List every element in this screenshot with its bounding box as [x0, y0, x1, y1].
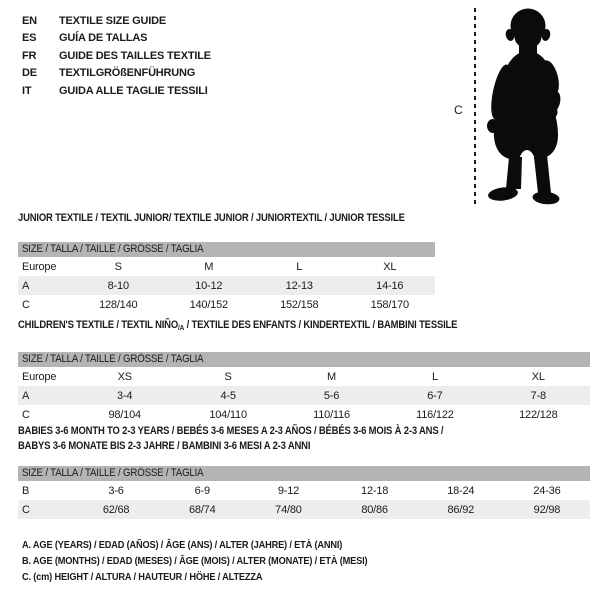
size-header-label: SIZE / TALLA / TAILLE / GRÖSSE / TAGLIA: [22, 467, 204, 479]
row-label: Europe: [22, 370, 57, 383]
children-section-title: [18, 319, 529, 332]
table-cell: 14-16: [376, 279, 404, 292]
babies-size-table: [18, 466, 590, 519]
language-title: GUÍA DE TALLAS: [59, 32, 148, 45]
language-title-list: [22, 12, 211, 100]
table-cell: 5-6: [323, 389, 340, 402]
junior-size-table: [18, 242, 435, 314]
table-row-europe: [18, 367, 590, 386]
table-cell: XL: [531, 370, 545, 383]
table-cell: 18-24: [447, 484, 475, 497]
table-cell: 8-10: [107, 279, 129, 292]
table-cell: 4-5: [220, 389, 236, 402]
height-measure-dashed-line: [474, 8, 476, 206]
language-code: DE: [22, 67, 37, 80]
legend-notes: [22, 537, 415, 585]
table-cell: 6-9: [194, 484, 210, 497]
height-measure-label: C: [454, 103, 463, 117]
size-header-label: SIZE / TALLA / TAILLE / GRÖSSE / TAGLIA: [22, 243, 204, 255]
size-header-band: [18, 242, 435, 257]
table-cell: XS: [117, 370, 132, 383]
table-cell: 62/68: [102, 503, 130, 516]
row-label: A: [22, 389, 30, 402]
table-row-europe: [18, 257, 435, 276]
language-row-fr: [22, 47, 211, 65]
table-cell: 3-4: [117, 389, 133, 402]
note-age-months: B. AGE (MONTHS) / EDAD (MESES) / ÂGE (MOIS) / ALTER (MONATE) / ETÀ (MESI): [22, 555, 368, 567]
table-cell: M: [327, 370, 336, 383]
table-row-height: [18, 500, 590, 519]
table-cell: 104/110: [209, 408, 247, 421]
language-row-it: [22, 82, 211, 100]
table-cell: XL: [383, 260, 397, 273]
row-label: B: [22, 484, 30, 497]
table-cell: 158/170: [370, 298, 409, 311]
table-cell: 116/122: [416, 408, 454, 421]
table-cell: 12-18: [361, 484, 389, 497]
language-code: IT: [22, 84, 32, 97]
table-cell: 98/104: [108, 408, 141, 421]
language-title: GUIDE DES TAILLES TEXTILE: [59, 49, 211, 62]
table-cell: 152/158: [280, 298, 319, 311]
babies-title-line-2: BABYS 3-6 MONATE BIS 2-3 JAHRE / BAMBINI 3-6 MESI A 2-3 ANNI: [18, 440, 311, 452]
babies-title-line-1: BABIES 3-6 MONTH TO 2-3 YEARS / BEBÉS 3-6 MESES A 2-3 AÑOS / BÉBÉS 3-6 MOIS À 2-3 ANS /: [18, 425, 444, 437]
note-height-cm: C. (cm) HEIGHT / ALTURA / HAUTEUR / HÖHE / ALTEZZA: [22, 571, 263, 583]
table-row-height: [18, 405, 590, 424]
size-header-band: [18, 466, 590, 481]
table-row-age: [18, 386, 590, 405]
baby-silhouette: [483, 6, 568, 206]
language-title: GUIDA ALLE TAGLIE TESSILI: [59, 84, 208, 97]
language-row-de: [22, 65, 211, 83]
table-row-height: [18, 295, 435, 314]
row-label: C: [22, 503, 30, 516]
table-cell: 24-36: [533, 484, 561, 497]
table-row-age: [18, 276, 435, 295]
table-cell: 80/86: [361, 503, 388, 516]
language-code: FR: [22, 49, 37, 62]
table-cell: 9-12: [277, 484, 300, 497]
children-section-title-text: CHILDREN'S TEXTILE / TEXTIL $NIÑO_{/A}$ / TEXTILE DES ENFANTS / KINDERTEXTIL / BAMBINI TESSILE: [18, 319, 458, 332]
size-header-label: SIZE / TALLA / TAILLE / GRÖSSE / TAGLIA: [22, 353, 204, 365]
row-label: Europe: [22, 260, 57, 273]
table-cell: M: [204, 260, 214, 273]
junior-section-title: JUNIOR TEXTILE / TEXTIL JUNIOR/ TEXTILE JUNIOR / JUNIORTEXTIL / JUNIOR TESSILE: [18, 212, 405, 224]
table-cell: L: [296, 260, 303, 273]
table-cell: 140/152: [189, 298, 228, 311]
table-cell: 110/116: [313, 408, 350, 421]
table-cell: 92/98: [533, 503, 561, 516]
note-age-years: A. AGE (YEARS) / EDAD (AÑOS) / ÂGE (ANS) / ALTER (JAHRE) / ETÀ (ANNI): [22, 539, 343, 551]
table-cell: 7-8: [530, 389, 546, 402]
table-cell: S: [224, 370, 232, 383]
subscript-a: /A: [178, 323, 185, 332]
language-title: TEXTILE SIZE GUIDE: [59, 14, 167, 27]
table-row-age-months: [18, 481, 590, 500]
table-cell: 12-13: [285, 279, 313, 292]
table-cell: 6-7: [427, 389, 443, 402]
table-cell: 68/74: [188, 503, 216, 516]
language-row-en: [22, 12, 211, 30]
row-label: A: [22, 279, 30, 292]
table-cell: 3-6: [108, 484, 124, 497]
table-cell: 128/140: [99, 298, 138, 311]
language-code: EN: [22, 14, 37, 27]
row-label: C: [22, 298, 30, 311]
language-row-es: [22, 30, 211, 48]
language-code: ES: [22, 32, 37, 45]
babies-section-title: [18, 424, 513, 454]
table-cell: 10-12: [195, 279, 223, 292]
row-label: C: [22, 408, 30, 421]
size-header-band: [18, 352, 590, 367]
table-cell: L: [431, 370, 438, 383]
children-size-table: [18, 352, 590, 424]
table-cell: 86/92: [447, 503, 475, 516]
table-cell: 122/128: [519, 408, 558, 421]
table-cell: 74/80: [275, 503, 302, 516]
language-title: TEXTILGRÖßENFÜHRUNG: [59, 67, 196, 80]
table-cell: S: [114, 260, 122, 273]
